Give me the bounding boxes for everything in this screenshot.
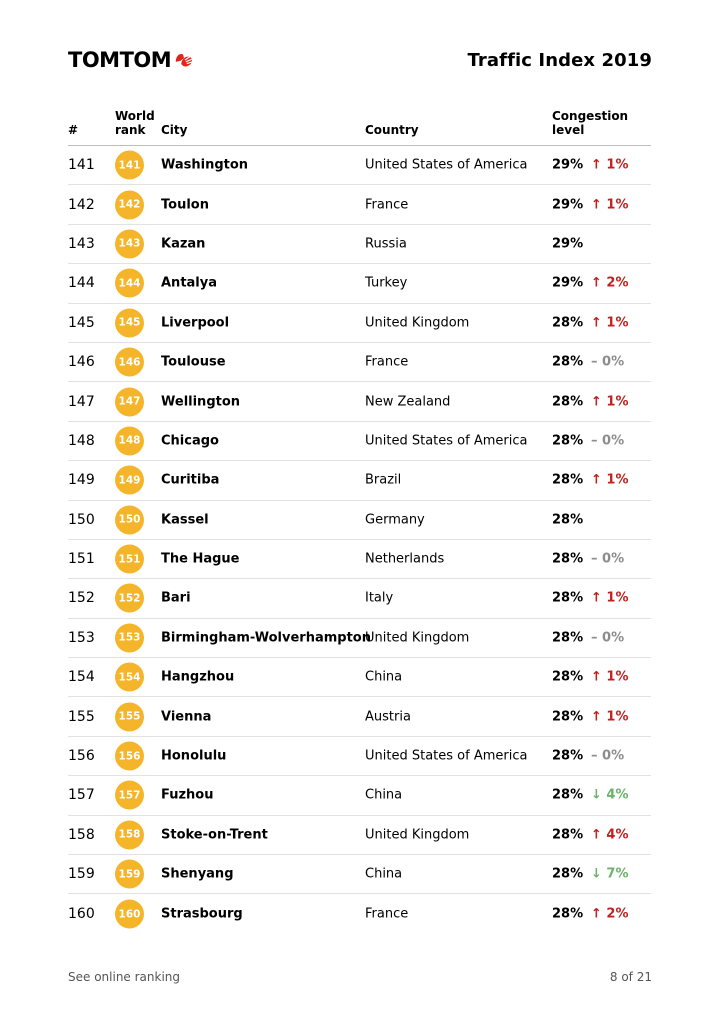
country-name: Austria (365, 709, 411, 725)
row-number: 143 (68, 235, 95, 252)
city-name: Liverpool (161, 315, 230, 331)
congestion-change: ↑ 2% (591, 906, 629, 922)
world-rank-badge: 147 (115, 387, 144, 416)
world-rank-badge: 151 (115, 545, 144, 574)
table-row (68, 501, 651, 540)
ranking-table (68, 104, 651, 934)
row-number: 152 (68, 590, 95, 607)
table-row (68, 343, 651, 382)
congestion-level: 28% (552, 669, 584, 685)
row-number: 148 (68, 432, 95, 449)
congestion-level: 28% (552, 315, 584, 331)
tomtom-hands-icon (173, 49, 195, 71)
row-number: 149 (68, 472, 95, 489)
city-name: Washington (161, 157, 249, 173)
country-name: Turkey (365, 275, 408, 291)
city-name: Fuzhou (161, 787, 214, 803)
table-row (68, 855, 651, 894)
row-number: 153 (68, 629, 95, 646)
world-rank-badge: 158 (115, 820, 144, 849)
congestion-level: 28% (552, 354, 584, 370)
congestion-change: ↑ 1% (591, 669, 629, 685)
table-row (68, 619, 651, 658)
column-congestion-level: Congestion level (552, 109, 629, 137)
country-name: France (365, 197, 409, 213)
city-name: Shenyang (161, 866, 234, 882)
column-country: Country (365, 123, 419, 137)
column-city: City (161, 123, 188, 137)
column-number: # (68, 123, 79, 137)
world-rank-badge: 150 (115, 505, 144, 534)
world-rank-badge: 148 (115, 426, 144, 455)
column-world-rank: World rank (115, 109, 155, 137)
page-footer (68, 970, 652, 984)
city-name: Curitiba (161, 472, 220, 488)
row-number: 158 (68, 826, 95, 843)
world-rank-badge: 142 (115, 190, 144, 219)
congestion-level: 28% (552, 433, 584, 449)
country-name: United Kingdom (365, 827, 470, 843)
table-row (68, 776, 651, 815)
table-row (68, 461, 651, 500)
table-row (68, 304, 651, 343)
city-name: Toulouse (161, 354, 226, 370)
city-name: Stoke-on-Trent (161, 827, 268, 843)
table-row (68, 146, 651, 185)
city-name: Strasbourg (161, 906, 243, 922)
row-number: 144 (68, 275, 95, 292)
country-name: Brazil (365, 472, 402, 488)
row-number: 151 (68, 551, 95, 568)
table-row (68, 816, 651, 855)
world-rank-badge: 157 (115, 781, 144, 810)
city-name: Vienna (161, 709, 212, 725)
city-name: Antalya (161, 275, 218, 291)
row-number: 142 (68, 196, 95, 213)
congestion-change: – 0% (591, 433, 625, 449)
table-row (68, 579, 651, 618)
world-rank-badge: 155 (115, 702, 144, 731)
world-rank-badge: 154 (115, 663, 144, 692)
page-number: 8 of 21 (609, 970, 652, 984)
world-rank-badge: 156 (115, 742, 144, 771)
city-name: Bari (161, 590, 191, 606)
country-name: China (365, 669, 403, 685)
table-body (68, 146, 651, 934)
table-row (68, 185, 651, 224)
congestion-level: 28% (552, 748, 584, 764)
congestion-change: – 0% (591, 551, 625, 567)
table-row (68, 540, 651, 579)
country-name: New Zealand (365, 394, 451, 410)
congestion-level: 28% (552, 906, 584, 922)
table-row (68, 658, 651, 697)
country-name: United States of America (365, 433, 528, 449)
city-name: Hangzhou (161, 669, 235, 685)
congestion-change: ↓ 7% (591, 866, 629, 882)
congestion-level: 28% (552, 551, 584, 567)
table-row (68, 697, 651, 736)
congestion-change: ↑ 1% (591, 472, 629, 488)
country-name: United States of America (365, 748, 528, 764)
city-name: Wellington (161, 394, 241, 410)
country-name: France (365, 354, 409, 370)
congestion-level: 28% (552, 709, 584, 725)
congestion-level: 28% (552, 787, 584, 803)
congestion-level: 28% (552, 827, 584, 843)
country-name: United States of America (365, 157, 528, 173)
world-rank-badge: 152 (115, 584, 144, 613)
world-rank-badge: 159 (115, 860, 144, 889)
city-name: Chicago (161, 433, 219, 449)
congestion-level: 28% (552, 394, 584, 410)
world-rank-badge: 160 (115, 900, 144, 929)
congestion-level: 28% (552, 590, 584, 606)
congestion-level: 29% (552, 275, 584, 291)
country-name: Germany (365, 512, 425, 528)
tomtom-logo (68, 48, 195, 72)
table-header (68, 104, 651, 146)
country-name: Italy (365, 590, 394, 606)
congestion-change: – 0% (591, 354, 625, 370)
table-row (68, 382, 651, 421)
table-row (68, 225, 651, 264)
congestion-change: – 0% (591, 630, 625, 646)
page-header (68, 44, 652, 76)
world-rank-badge: 141 (115, 151, 144, 180)
congestion-change: ↑ 1% (591, 157, 629, 173)
congestion-change: ↑ 1% (591, 315, 629, 331)
country-name: France (365, 906, 409, 922)
row-number: 155 (68, 708, 95, 725)
table-row (68, 264, 651, 303)
document-title: Traffic Index 2019 (467, 49, 652, 71)
row-number: 147 (68, 393, 95, 410)
world-rank-badge: 143 (115, 229, 144, 258)
row-number: 156 (68, 748, 95, 765)
world-rank-badge: 149 (115, 466, 144, 495)
logo-text: TOMTOM (68, 48, 172, 72)
city-name: Birmingham-Wolverhampton (161, 630, 371, 646)
row-number: 150 (68, 511, 95, 528)
world-rank-badge: 145 (115, 308, 144, 337)
congestion-level: 28% (552, 512, 584, 528)
congestion-change: ↑ 1% (591, 590, 629, 606)
congestion-level: 29% (552, 236, 584, 252)
city-name: Honolulu (161, 748, 227, 764)
online-ranking-link[interactable]: See online ranking (68, 970, 181, 984)
congestion-change: ↑ 4% (591, 827, 629, 843)
city-name: Kassel (161, 512, 209, 528)
congestion-level: 29% (552, 157, 584, 173)
congestion-level: 28% (552, 472, 584, 488)
world-rank-badge: 153 (115, 623, 144, 652)
city-name: The Hague (161, 551, 240, 567)
row-number: 160 (68, 906, 95, 923)
country-name: China (365, 787, 403, 803)
congestion-change: ↑ 2% (591, 275, 629, 291)
country-name: China (365, 866, 403, 882)
world-rank-badge: 146 (115, 348, 144, 377)
congestion-level: 28% (552, 630, 584, 646)
congestion-change: ↑ 1% (591, 709, 629, 725)
country-name: United Kingdom (365, 315, 470, 331)
city-name: Kazan (161, 236, 206, 252)
congestion-level: 29% (552, 197, 584, 213)
congestion-level: 28% (552, 866, 584, 882)
congestion-change: ↑ 1% (591, 197, 629, 213)
country-name: United Kingdom (365, 630, 470, 646)
row-number: 145 (68, 314, 95, 331)
world-rank-badge: 144 (115, 269, 144, 298)
country-name: Russia (365, 236, 407, 252)
congestion-change: – 0% (591, 748, 625, 764)
table-row (68, 894, 651, 933)
row-number: 157 (68, 787, 95, 804)
row-number: 159 (68, 866, 95, 883)
row-number: 141 (68, 157, 95, 174)
row-number: 154 (68, 669, 95, 686)
row-number: 146 (68, 354, 95, 371)
city-name: Toulon (161, 197, 209, 213)
congestion-change: ↓ 4% (591, 787, 629, 803)
table-row (68, 422, 651, 461)
country-name: Netherlands (365, 551, 445, 567)
congestion-change: ↑ 1% (591, 394, 629, 410)
table-row (68, 737, 651, 776)
